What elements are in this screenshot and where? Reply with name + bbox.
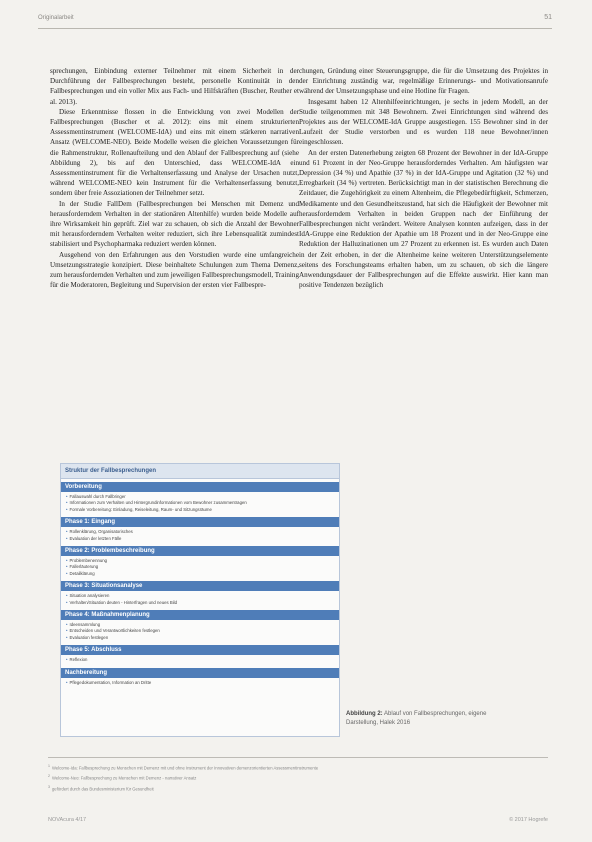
phase-4-measures-planning xyxy=(61,610,339,642)
phase-5-closing xyxy=(61,645,339,664)
phase-3-situation-analysis xyxy=(61,581,339,607)
phase-1-entry xyxy=(61,517,339,543)
phase-item: • Reflexion xyxy=(66,657,339,663)
paragraph: In der Studie FallDem (Fallbesprechungen bei Menschen mit Demenz und herausforderndem Verhalten in der stationären Altenhilfe) wurden beide Modelle auf ihre Wirksamkeit hin geprüft. Ziel war zu schauen, ob sich die Anzahl der Bewohner mit herausforderndem Verhalten weiter reduziert, sich ihre Lebensqualität zumindest stabilisiert und Psychopharmaka reduziert werden können. xyxy=(50,199,299,249)
phase-item: • Ideensammlung xyxy=(66,622,339,628)
phase-title: Phase 3: Situationsanalyse xyxy=(61,581,339,591)
phase-item: • Formale Vorbereitung: Einladung, Reiseleitung, Raum- und Sitzungsräume xyxy=(66,507,339,513)
paragraph: sprechungen, Einbindung externer Teilnehmer mit einem Sicherheit in der Durchführung der Fallbesprechungen besteht, personelle Kontinuität in den Fallbesprechungen und ein voller Mix aus Fach- und Hilfskräften (Buscher, Reuther et al. 2013). xyxy=(50,67,299,106)
phase-title: Phase 4: Maßnahmenplanung xyxy=(61,610,339,620)
phase-item: • Verhalten/Situation deuten - Hinterfragen und neues Bild xyxy=(66,600,339,606)
phase-item: • Evaluation festlegen xyxy=(66,635,339,641)
paragraph: An der ersten Datenerhebung zeigten 68 Prozent der Bewohner in der IdA-Gruppe und 61 Prozent in der Neo-Gruppe herausforderndes Verhalten. Am häufigsten war Depression (34 %) und Apathie (37 %) in der IdA-Gruppe und Agitation (32 %) und Erregbarkeit (34 %) vertreten. Berücksichtigt man in der statistischen Berechnung die Zeitdauer, die Zugehörigkeit zu einem Altenheim, die Pflegebedürftigkeit, Schmerzen, Medikamente und den Gesundheitszustand, hat sich die Häufigkeit der Bewohner mit herausforderndem Verhalten in beiden Gruppen nach der Einführung der Fallbesprechungen nicht verändert. Weitere Analysen konnten aufzeigen, dass in der IdA-Gruppe eine Reduktion der Apathie um 18 Prozent und in der Neo-Gruppe eine Reduktion der Halluzinationen um 27 Prozent zu erkennen ist. Es wurden auch Daten in der Zeit erhoben, in der die Altenheime keine weiteren Unterstützungselemente seitens des Forschungsteams erhalten haben, um zu schauen, ob sich die längere Anwendungsdauer der Fallbesprechungen auf die Effekte auswirkt. Hier kann man positive Tendenzen bezüglich xyxy=(299,148,548,290)
phase-item: • Evaluation der letzten Fälle xyxy=(66,536,339,542)
paragraph: chungen, Gründung einer Steuerungsgruppe, die für die Umsetzung des Projektes in der Einrichtung zuständig war, regelmäßige Erinnerungs- und Motivationsanrufe während der Umsetzungsphase und eine Hotline für Fragen. xyxy=(299,67,548,96)
paragraph: Ausgehend von den Erfahrungen aus den Vorstudien wurde eine umfangreiche Umsetzungsstrategie konzipiert. Diese beinhaltete Schulungen zum Thema Demenz, zum herausfordernden Verhalten und zum jeweiligen Fallbesprechungsmodell, Training für die Moderatoren, Begleitung und Supervision der ersten vier Fallbespre- xyxy=(50,250,299,290)
figure-label: Abbildung 2: xyxy=(346,711,383,717)
figure-title: Struktur der Fallbesprechungen xyxy=(61,464,339,479)
phase-item: • Pflegedokumentation, Information an Dritte xyxy=(66,680,339,686)
phase-item: • Fallauswahl durch Fallbringer xyxy=(66,494,339,500)
phase-item: • Problembenennung xyxy=(66,558,339,564)
running-head-section: Originalarbeit xyxy=(38,15,74,21)
copyright: © 2017 Hogrefe xyxy=(509,817,548,823)
phase-follow-up xyxy=(61,668,339,687)
paragraph: Insgesamt haben 12 Altenhilfeeinrichtungen, je sechs in jedem Modell, an der Studie teilgenommen mit 348 Bewohnern. Zwei Einrichtungen sind während des Projektes aus der WELCOME-IdA Gruppe ausgestiegen. 155 Bewohner sind in der Laufzeit der Studie verstorben und es wurden 118 neue Bewohner/innen eingeschlossen. xyxy=(299,97,548,147)
phase-item: • Rollenklärung, Organisatorisches xyxy=(66,529,339,535)
right-column xyxy=(299,66,548,290)
paragraph: Diese Erkenntnisse flossen in die Entwicklung von zwei Modellen der Fallbesprechungen (Buscher et al. 2012): eins mit einem strukturierten Assessmentinstrument (WELCOME-IdA) und eins mit einem stärkeren narrativen Ansatz (WELCOME-NEO). Beide Modelle weisen die gleichen Voraussetzungen für die Rahmenstruktur, Rollenaufteilung und den Ablauf der Fallbesprechung auf (siehe Abbildung 2), bis auf den Unterschied, dass WELCOME-IdA ein Assessmentinstrument für die Verhaltenserfassung und Analyse der Ursachen nutzt, während WELCOME-NEO kein Instrument für die Verhaltenserfassung benutzt, sondern über freie Assoziationen der Teilnehmer setzt. xyxy=(50,107,299,198)
journal-issue: NOVAcura 4/17 xyxy=(48,817,87,823)
phase-title: Phase 2: Problembeschreibung xyxy=(61,546,339,556)
footnote: $^3$ gefördert durch das Bundesministerium für Gesundheit xyxy=(48,784,154,792)
phase-item: • Situation analysieren xyxy=(66,593,339,599)
page-footer xyxy=(48,817,548,823)
phase-title: Nachbereitung xyxy=(61,668,339,678)
phase-title: Phase 1: Eingang xyxy=(61,517,339,527)
phase-item: • Fallerläuterung xyxy=(66,564,339,570)
phase-item: • Entscheiden und Verantwortlichkeiten festlegen xyxy=(66,628,339,634)
footnote: $^2$ Welcome-Neo: Fallbesprechung zu Menschen mit Demenz - narrativer Ansatz xyxy=(48,774,197,781)
footnote: $^1$ Welcome-Ida: Fallbesprechung zu Menschen mit Demenz mit und ohne Instrument der Innovativen demenzorientierten Assessmentinstrumente xyxy=(48,764,319,771)
running-head xyxy=(38,12,552,29)
footnotes xyxy=(48,757,548,793)
phase-title: Phase 5: Abschluss xyxy=(61,645,339,655)
case-conference-structure-figure xyxy=(60,463,340,737)
phase-preparation xyxy=(61,482,339,514)
figure-caption-text: Ablauf von Fallbesprechungen, eigene Darstellung, Halek 2016 xyxy=(346,711,487,726)
phase-item: • Informationen zum Verhalten und Hintergrundinformationen vom Bewohner zusammentragen xyxy=(66,500,339,506)
phase-2-problem-description xyxy=(61,546,339,578)
phase-title: Vorbereitung xyxy=(61,482,339,492)
left-column xyxy=(50,66,299,290)
page-number: 51 xyxy=(544,14,552,21)
figure-caption xyxy=(346,710,496,727)
phase-item: • Detailklärung xyxy=(66,571,339,577)
